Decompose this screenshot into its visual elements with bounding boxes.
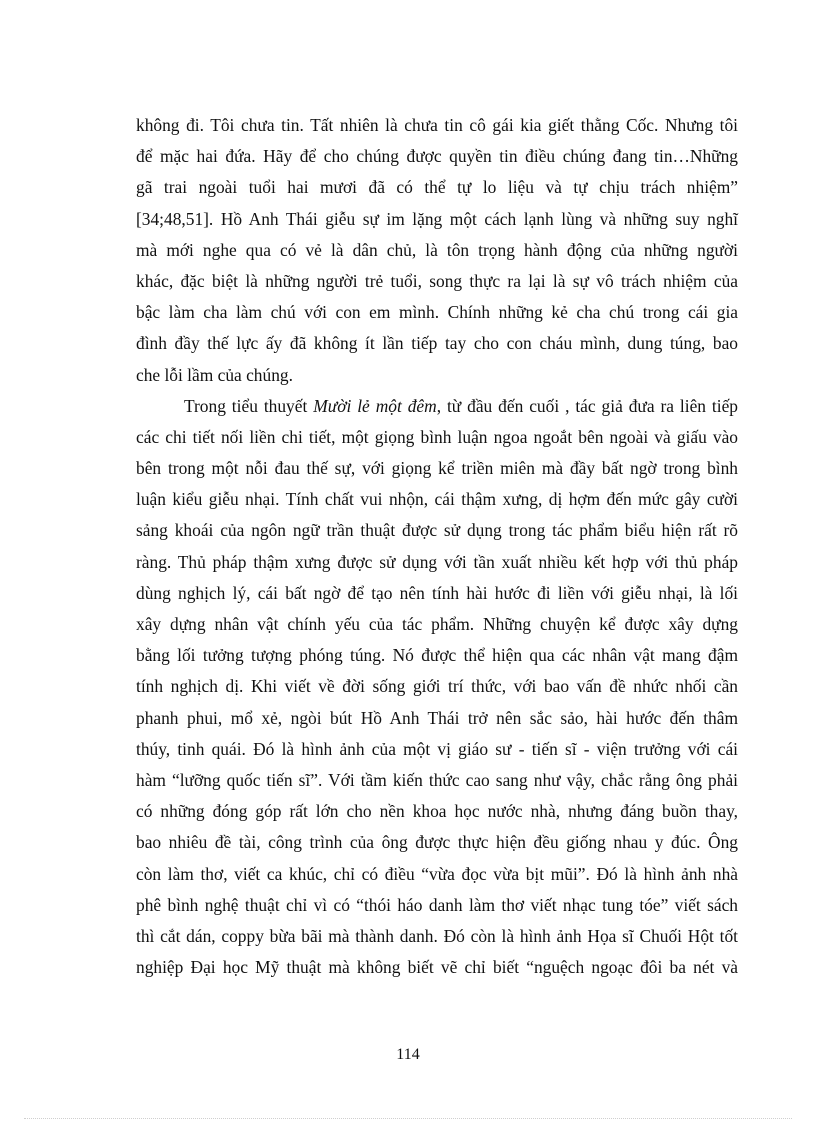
text-line: phê bình nghệ thuật chỉ vì có “thói háo danh làm thơ viết nhạc tung tóe” viết sách — [136, 894, 738, 915]
text-line: sảng khoái của ngôn ngữ trần thuật được sử dụng trong tác phẩm biểu hiện rất rõ — [136, 520, 738, 541]
text-line: luận kiểu giễu nhại. Tính chất vui nhộn, cái thậm xưng, dị hợm đến mức gây cười — [136, 489, 738, 510]
line-suffix: , từ đầu đến cuối , tác giả đưa ra liên tiếp — [436, 395, 738, 416]
text-line: bao nhiêu đề tài, công trình của ông được thực hiện đều giống nhau y đúc. Ông — [136, 832, 738, 853]
text-line: bên trong một nỗi đau thế sự, với giọng kể triền miên mà đầy bất ngờ trong bình — [136, 458, 738, 479]
text-line: nghiệp Đại học Mỹ thuật mà không biết vẽ chỉ biết “nguệch ngoạc đôi ba nét và — [136, 957, 738, 978]
text-line: dùng nghịch lý, cái bất ngờ để tạo nên tính hài hước đi liền với giễu nhại, là lối — [136, 582, 738, 603]
book-title: Mười lẻ một đêm — [313, 395, 437, 416]
text-line: gã trai ngoài tuổi hai mươi đã có thể tự lo liệu và tự chịu trách nhiệm” — [136, 177, 738, 198]
text-line: thúy, tinh quái. Đó là hình ảnh của một vị giáo sư - tiến sĩ - viện trưởng với cái — [136, 738, 738, 759]
text-line: các chi tiết nối liền chi tiết, một giọng bình luận ngoa ngoắt bên ngoài và giấu vào — [136, 426, 738, 447]
text-line: thì cắt dán, coppy bừa bãi mà thành danh. Đó còn là hình ảnh Họa sĩ Chuối Hột tốt — [136, 925, 738, 946]
text-line: còn làm thơ, viết ca khúc, chỉ có điều “vừa đọc vừa bịt mũi”. Đó là hình ảnh nhà — [136, 863, 738, 884]
text-line: có những đóng góp rất lớn cho nền khoa học nước nhà, nhưng đáng buồn thay, — [136, 801, 738, 822]
text-line: [34;48,51]. Hồ Anh Thái giễu sự im lặng một cách lạnh lùng và những suy nghĩ — [136, 208, 738, 229]
text-line: bậc làm cha làm chú với con em mình. Chính những kẻ cha chú trong cái gia — [136, 302, 738, 323]
page-bottom-divider — [24, 1118, 792, 1119]
text-line: bằng lối tưởng tượng phóng túng. Nó được thể hiện qua các nhân vật mang đậm — [136, 645, 738, 666]
text-line: xây dựng nhân vật chính yếu của tác phẩm. Những chuyện kể được xây dựng — [136, 614, 738, 634]
text-line: mà mới nghe qua có vẻ là dân chủ, là tôn trọng hành động của những người — [136, 239, 738, 260]
paragraph-end-line: che lỗi lầm của chúng. — [136, 364, 293, 385]
text-line: ràng. Thủ pháp thậm xưng được sử dụng với tần xuất nhiều kết hợp với thủ pháp — [136, 551, 738, 572]
body-text — [136, 110, 738, 983]
line-prefix: Trong tiểu thuyết — [184, 395, 314, 416]
text-line: đình đầy thế lực ấy đã không ít lần tiếp tay cho con cháu mình, dung túng, bao — [136, 333, 738, 354]
page-number: 114 — [396, 1046, 420, 1063]
paragraph-first-line — [136, 391, 738, 422]
text-line: để mặc hai đứa. Hãy để cho chúng được quyền tin điều chúng đang tin…Những — [136, 146, 738, 167]
text-line: hàm “lưỡng quốc tiến sĩ”. Với tầm kiến thức cao sang như vậy, chắc rằng ông phải — [136, 769, 738, 790]
text-line: khác, đặc biệt là những người trẻ tuổi, song thực ra lại là sự vô trách nhiệm của — [136, 270, 738, 291]
text-line: tính nghịch dị. Khi viết về đời sống giới trí thức, với bao vấn đề nhức nhối cần — [136, 676, 738, 697]
text-line: phanh phui, mổ xẻ, ngòi bút Hồ Anh Thái trở nên sắc sảo, hài hước đến thâm — [136, 707, 738, 728]
text-line: không đi. Tôi chưa tin. Tất nhiên là chưa tin cô gái kia giết thằng Cốc. Nhưng tôi — [136, 115, 738, 135]
